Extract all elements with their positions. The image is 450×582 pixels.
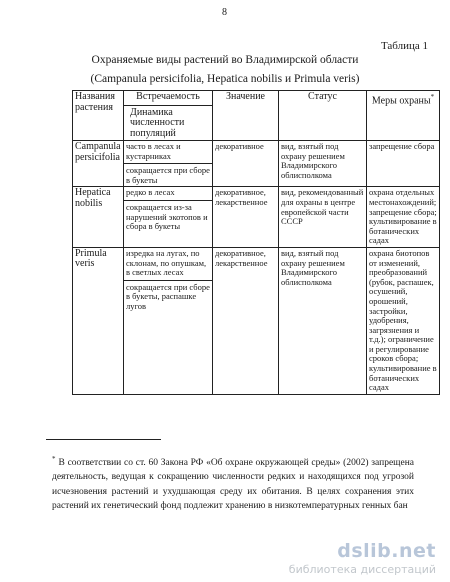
table-title: Охраняемые виды растений во Владимирской области	[91, 54, 359, 66]
header-status: Статус	[279, 91, 367, 141]
header-measures: Меры охраны	[371, 95, 431, 107]
value-cell: декоративное	[213, 141, 279, 187]
watermark	[289, 540, 436, 576]
measures-cell: запрещение сбора	[367, 141, 440, 187]
status-cell: вид, взятый под охрану решением Владимирского облисполкома	[279, 141, 367, 187]
footnote-separator	[46, 439, 161, 440]
occurrence-cell	[124, 187, 213, 248]
header-value: Значение	[213, 91, 279, 141]
species-name: Campanula persicifolia	[73, 141, 124, 187]
header-name: Названия растения	[73, 91, 124, 141]
header-measures-cell	[367, 91, 440, 141]
dynamics-text: сокращается при сборе в букеты, распашке лугов	[124, 280, 212, 312]
species-table	[72, 90, 440, 395]
occurrence-cell	[124, 141, 213, 187]
species-name: Primula veris	[73, 247, 124, 394]
value-cell: декоративное, лекарственное	[213, 187, 279, 248]
table-row	[73, 247, 440, 394]
occurrence-text: редко в лесах	[126, 187, 175, 198]
status-cell: вид, взятый под охрану решением Владимирского облисполкома	[279, 247, 367, 394]
footnote	[52, 452, 414, 513]
footnote-text: В соответствии со ст. 60 Закона РФ «Об охране окружающей среды» (2002) запрещена деятельность, ведущая к сокращению численности редких и находящихся под угрозой исчезновения растений и ухудшающая среду их обитания. В целях сохранения этих растений их генетический фонд подлежит хранению в низкотемпературных генных бан	[52, 458, 414, 511]
watermark-subtitle: библиотека диссертаций	[288, 563, 436, 576]
species-name: Hepatica nobilis	[73, 187, 124, 248]
footnote-marker: *	[430, 93, 435, 101]
header-dynamics: Динамика численности популяций	[124, 105, 212, 140]
status-cell: вид, рекомендованный для охраны в центре европейской части СССР	[279, 187, 367, 248]
measures-cell: охрана отдельных местонахождений; запрещение сбора; культивирование в ботанических садах	[367, 187, 440, 248]
header-occurrence: Встречаемость	[136, 91, 200, 102]
table-header-row	[73, 91, 440, 141]
dynamics-text: сокращается из-за нарушений экотопов и сбора в букеты	[124, 200, 212, 232]
watermark-logo: dslib.net	[337, 540, 436, 562]
table-subtitle: (Campanula persicifolia, Hepatica nobilis и Primula veris)	[90, 73, 360, 85]
occurrence-cell	[124, 247, 213, 394]
page-number: 8	[222, 7, 227, 18]
table-row	[73, 141, 440, 187]
occurrence-text: изредка на лугах, по склонам, по опушкам, в светлых лесах	[126, 247, 207, 278]
footnote-mark: *	[52, 455, 56, 463]
occurrence-text: часто в лесах и кустарниках	[126, 141, 181, 161]
value-cell: декоративное, лекарственное	[213, 247, 279, 394]
dynamics-text: сокращается при сборе в букеты	[124, 163, 212, 185]
header-occurrence-cell	[124, 91, 213, 141]
table-row	[73, 187, 440, 248]
measures-cell: охрана биотопов от изменений, преобразований (рубок, распашек, осушений, орошений, застройки, удобрения, загрязнения и т.д.); ограничение и регулирование сроков сбора; культивирование в ботанических садах	[367, 247, 440, 394]
table-label: Таблица 1	[380, 40, 428, 52]
